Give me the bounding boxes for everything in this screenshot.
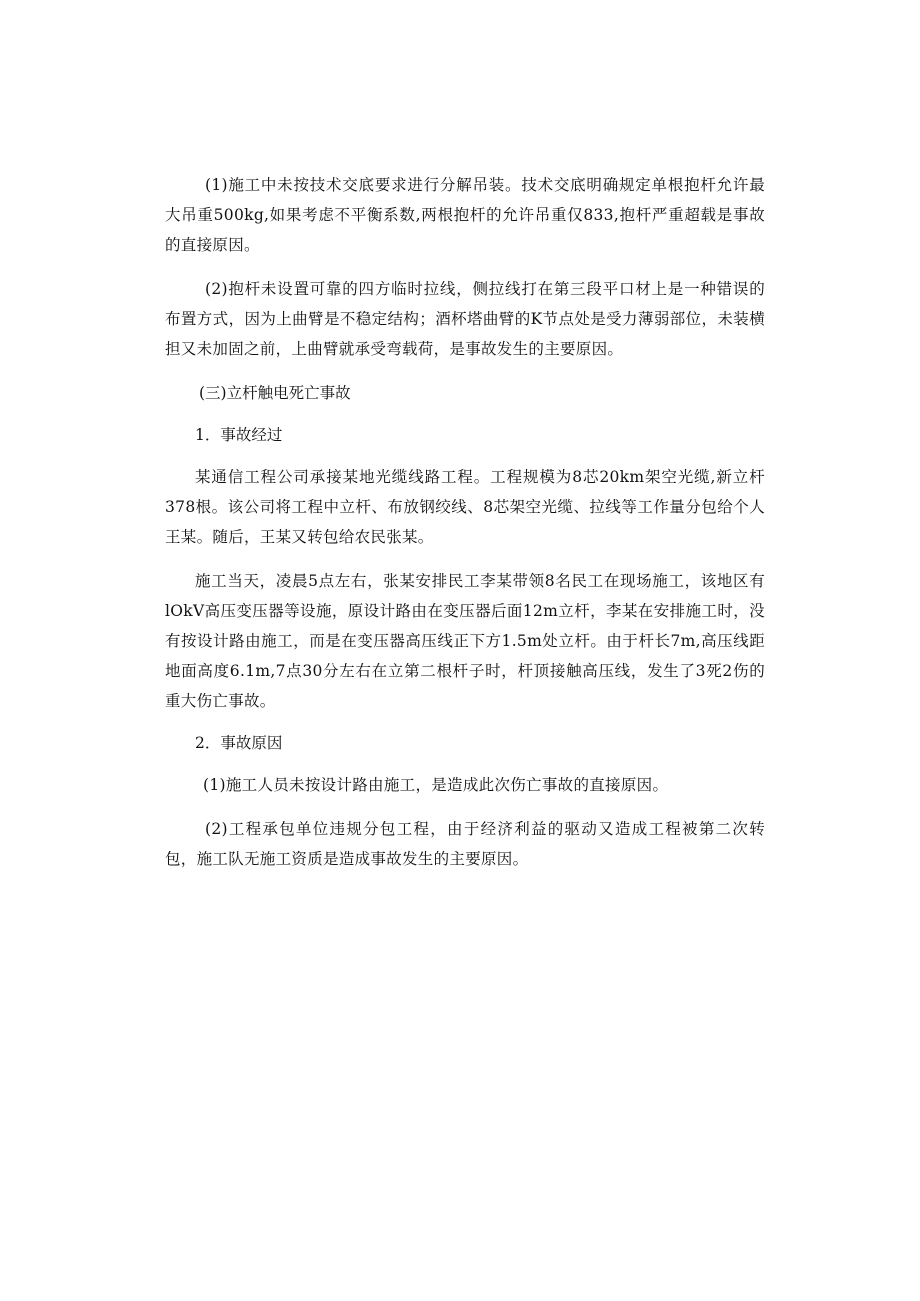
cause-item-2: (2)工程承包单位违规分包工程，由于经济利益的驱动又造成工程被第二次转包，施工队无施工资质是造成事故发生的主要原因。: [165, 820, 765, 868]
process-paragraph-2: 施工当天，凌晨5点左右，张某安排民工李某带领8名民工在现场施工，该地区有lOkV高压变压器等设施，原设计路由在变压器后面12m立杆，李某在安排施工时，没有按设计路由施工，而是在变压器高压线正下方1.5m处立杆。由于杆长7m,高压线距地面高度6.1m,7点30分左右在立第二根杆子时，杆顶接触高压线，发生了3死2伤的重大伤亡事故。: [165, 572, 765, 710]
process-paragraph-1: 某通信工程公司承接某地光缆线路工程。工程规模为8芯20km架空光缆,新立杆378根。该公司将工程中立杆、布放钢绞线、8芯架空光缆、拉线等工作量分包给个人王某。随后，王某又转包给农民张某。: [165, 468, 765, 546]
section-heading: (三)立杆触电死亡事故: [199, 384, 351, 402]
subsection-heading-causes: 2．事故原因: [195, 734, 283, 752]
cause-paragraph-1: (1)施工中未按技术交底要求进行分解吊装。技术交底明确规定单根抱杆允许最大吊重500kg,如果考虑不平衡系数,两根抱杆的允许吊重仅833,抱杆严重超载是事故的直接原因。: [165, 176, 765, 254]
document-body: [165, 170, 765, 874]
subsection-heading-process: 1．事故经过: [195, 426, 283, 444]
cause-item-1: (1)施工人员未按设计路由施工，是造成此次伤亡事故的直接原因。: [203, 776, 669, 794]
cause-paragraph-2: (2)抱杆未设置可靠的四方临时拉线，侧拉线打在第三段平口材上是一种错误的布置方式，因为上曲臂是不稳定结构；酒杯塔曲臂的K节点处是受力薄弱部位，未装横担又未加固之前，上曲臂就承受弯载荷，是事故发生的主要原因。: [165, 280, 765, 358]
